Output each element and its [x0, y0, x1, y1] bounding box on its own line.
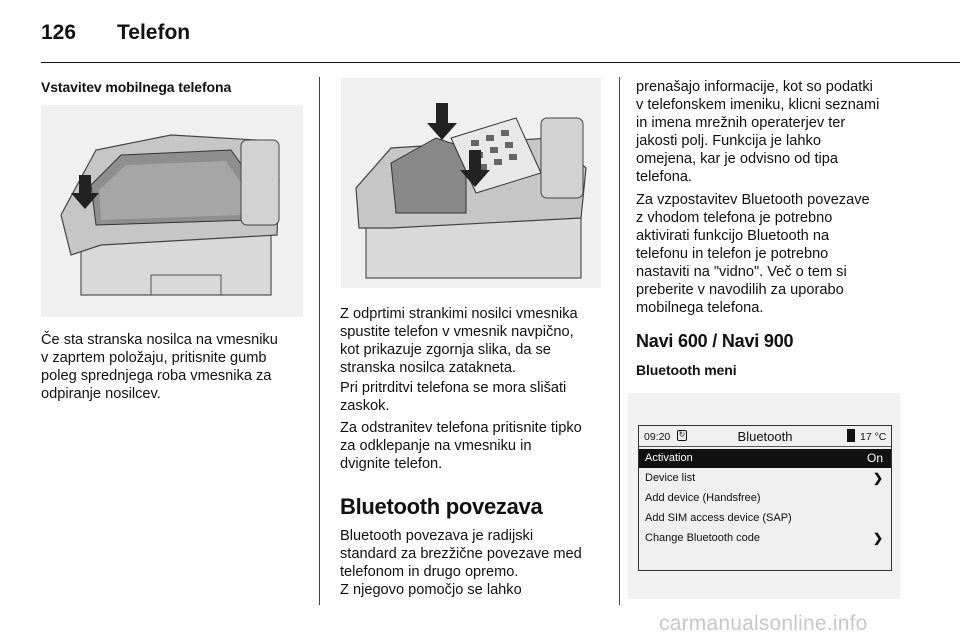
menu-item-change-code[interactable]: [639, 529, 891, 548]
menu-item-add-device[interactable]: [639, 489, 891, 508]
phone-icon: ↻: [678, 430, 686, 439]
section-heading-insert-phone: Vstavitev mobilnega telefona: [41, 79, 232, 95]
screen-title: Bluetooth: [737, 429, 793, 444]
section-heading-bluetooth: Bluetooth povezava: [340, 494, 543, 519]
menu-item-label: Add SIM access device (SAP): [645, 512, 792, 524]
clock: 09:20: [644, 431, 671, 443]
menu-item-label: Device list: [645, 472, 696, 484]
photo-phone-inserting: [341, 78, 601, 288]
lcd-display: [638, 425, 892, 571]
paragraph-bluetooth-setup: Za vzpostavitev Bluetooth povezave z vhodom telefona je potrebno aktivirati funkcijo Bluetooth na telefonu in telefon je potrebno nastaviti na "vidno". Več o tem si preberite v navodilih za uporabo mobilnega telefona.: [636, 192, 870, 316]
column-divider-2: [619, 77, 620, 605]
header-divider: [41, 62, 960, 63]
page-header: [41, 18, 190, 48]
paragraph-remove-phone: Za odstranitev telefona pritisnite tipko za odklepanje na vmesniku in dvignite telefon.: [340, 420, 582, 472]
lcd-status-bar: [639, 426, 891, 447]
menu-item-label: Activation: [645, 452, 693, 464]
page-number: 126: [41, 21, 77, 44]
watermark: carmanualsonline.info: [659, 612, 868, 635]
temperature: 17 °C: [860, 431, 887, 443]
paragraph-bluetooth-intro: Bluetooth povezava je radijski standard za brezžične povezave med telefonom in drugo opremo. Z njegovo pomočjo se lahko: [340, 528, 582, 598]
bluetooth-menu-screenshot: [628, 393, 900, 599]
section-heading-navi: Navi 600 / Navi 900: [636, 331, 794, 351]
menu-item-device-list[interactable]: [639, 469, 891, 488]
photo-phone-cradle-closed: [41, 105, 303, 317]
paragraph-cradle-buttons: Če sta stranska nosilca na vmesniku v zaprtem položaju, pritisnite gumb poleg sprednjega roba vmesnika za odpiranje nosilcev.: [41, 332, 278, 402]
menu-item-value: On: [866, 451, 883, 465]
column-divider-1: [319, 77, 320, 605]
paragraph-insert-phone: Z odprtimi strankimi nosilci vmesnika spustite telefon v vmesnik navpično, kot prikazuje zgornja slika, da se stranska nosilca zatakneta.: [340, 306, 578, 376]
battery-icon: [847, 429, 855, 442]
menu-item-label: Add device (Handsfree): [645, 492, 761, 504]
subheading-bluetooth-menu: Bluetooth meni: [636, 362, 737, 378]
menu-item-label: Change Bluetooth code: [645, 532, 760, 544]
menu-item-add-sim-device[interactable]: [639, 509, 891, 528]
chevron-right-icon: ❯: [872, 471, 883, 485]
menu-item-activation[interactable]: [639, 449, 891, 468]
chapter-title: Telefon: [117, 21, 191, 44]
paragraph-click-sound: Pri pritrditvi telefona se mora slišati zaskok.: [340, 380, 567, 414]
chevron-right-icon: ❯: [872, 531, 883, 545]
paragraph-bluetooth-data: prenašajo informacije, kot so podatki v telefonskem imeniku, klicni seznami in imena mrežnih operaterjev ter jakosti polj. Funkcija je lahko omejena, kar je odvisno od tipa telefona.: [636, 79, 880, 185]
